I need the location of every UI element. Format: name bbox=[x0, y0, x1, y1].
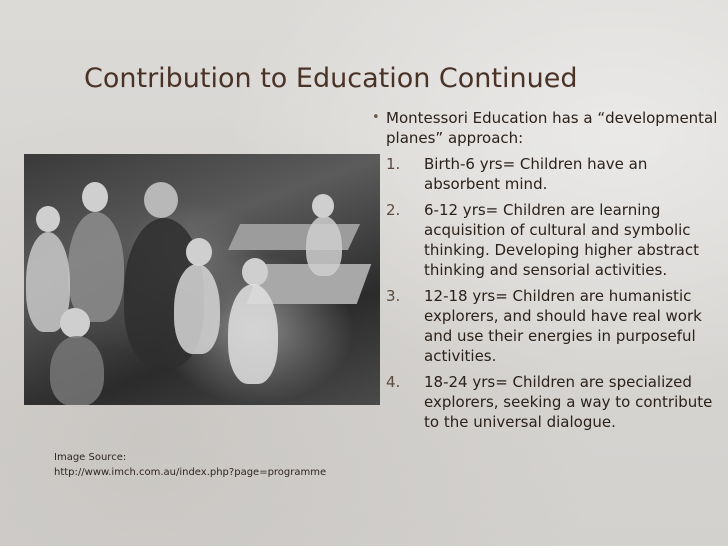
photo-child-head-4 bbox=[242, 258, 268, 286]
slide-title: Contribution to Education Continued bbox=[84, 63, 578, 94]
bullet-icon: • bbox=[372, 110, 380, 125]
list-item bbox=[366, 200, 728, 280]
list-item-number: 2. bbox=[386, 201, 401, 219]
list-item-text: 18-24 yrs= Children are specialized explorers, seeking a way to contribute to the universal dialogue. bbox=[424, 373, 713, 431]
photo-child-head-5 bbox=[312, 194, 334, 218]
caption-label: Image Source: bbox=[54, 452, 127, 463]
caption-url[interactable]: http://www.imch.com.au/index.php?page=programme bbox=[54, 467, 327, 478]
list-item-text: 6-12 yrs= Children are learning acquisition of cultural and symbolic thinking. Developing higher abstract thinking and sensorial activities. bbox=[424, 201, 699, 279]
developmental-planes-list bbox=[366, 154, 728, 432]
slide-body bbox=[366, 108, 728, 438]
list-item-number: 4. bbox=[386, 373, 401, 391]
photo-man-figure bbox=[68, 212, 124, 322]
intro-bullet bbox=[366, 108, 728, 148]
photo-child-2 bbox=[50, 336, 104, 405]
photo-child-5 bbox=[306, 216, 342, 276]
photo-child-head-1 bbox=[36, 206, 60, 232]
photo-woman-head bbox=[144, 182, 178, 218]
image-caption bbox=[54, 450, 326, 480]
list-item-number: 3. bbox=[386, 287, 401, 305]
photo-child-4 bbox=[228, 284, 278, 384]
photo-child-head-2 bbox=[60, 308, 90, 338]
list-item bbox=[366, 372, 728, 432]
intro-text: Montessori Education has a “developmental planes” approach: bbox=[386, 109, 718, 147]
list-item bbox=[366, 286, 728, 366]
list-item bbox=[366, 154, 728, 194]
list-item-number: 1. bbox=[386, 155, 401, 173]
photo-child-3 bbox=[174, 264, 220, 354]
list-item-text: 12-18 yrs= Children are humanistic explorers, and should have real work and use their energies in purposeful activities. bbox=[424, 287, 702, 365]
list-item-text: Birth-6 yrs= Children have an absorbent mind. bbox=[424, 155, 648, 193]
photo-child-head-3 bbox=[186, 238, 212, 266]
photo-man-head bbox=[82, 182, 108, 212]
classroom-photo bbox=[24, 154, 380, 405]
